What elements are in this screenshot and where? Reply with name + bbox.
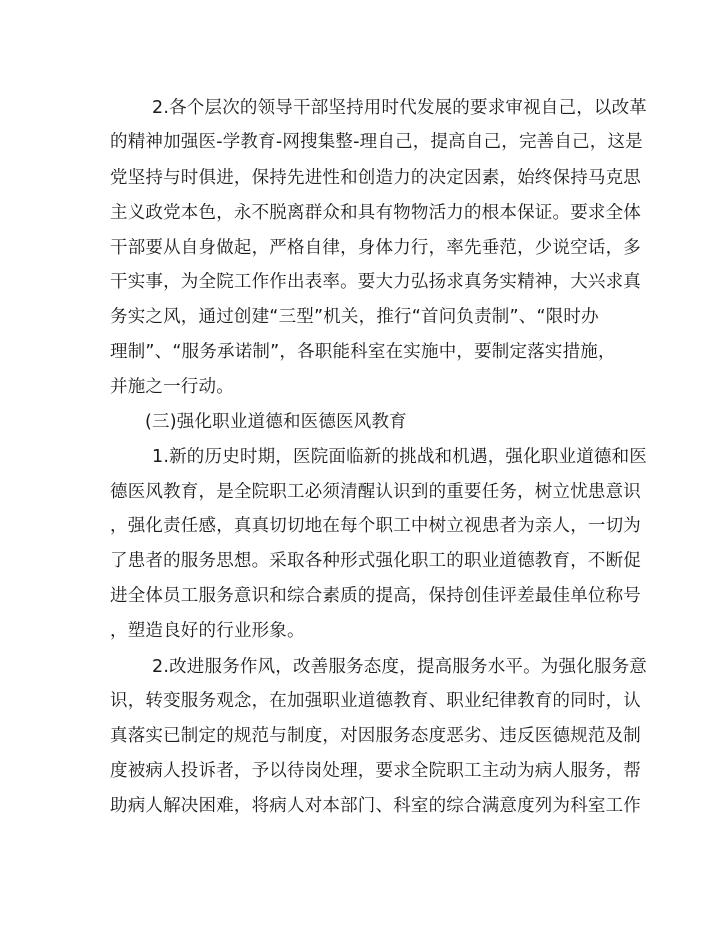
paragraph-line: 真落实已制定的规范与制度，对因服务态度恶劣、违反医德规范及制: [110, 726, 641, 746]
paragraph-line: 的精神加强医-学教育-网搜集整-理自己，提高自己，完善自己，这是: [110, 132, 643, 152]
paragraph-line: 识，转变服务观念，在加强职业道德教育、职业纪律教育的同时，认: [110, 691, 641, 711]
paragraph-line: 主义政党本色，永不脱离群众和具有物物活力的根本保证。要求全体: [110, 203, 641, 223]
paragraph-line: ，塑造良好的行业形象。: [110, 621, 305, 641]
paragraph-line: 了患者的服务思想。采取各种形式强化职工的职业道德教育，不断促: [110, 551, 641, 571]
paragraph-line: 党坚持与时俱进，保持先进性和创造力的决定因素，始终保持马克思: [110, 168, 641, 188]
paragraph-line: 进全体员工服务意识和综合素质的提高，保持创佳评差最佳单位称号: [110, 586, 641, 606]
paragraph-line: ，强化责任感，真真切切地在每个职工中树立视患者为亲人，一切为: [110, 516, 641, 536]
paragraph-line: 理制”、“服务承诺制”，各职能科室在实施中，要制定落实措施，: [110, 342, 616, 362]
paragraph-line: 并施之一行动。: [110, 377, 234, 397]
paragraph-line: 2.各个层次的领导干部坚持用时代发展的要求审视自己，以改革: [152, 98, 647, 118]
paragraph-line: 干部要从自身做起，严格自律，身体力行，率先垂范，少说空话，多: [110, 238, 641, 258]
paragraph-line: 助病人解决困难，将病人对本部门、科室的综合满意度列为科室工作: [110, 796, 641, 816]
paragraph-line: 1.新的历史时期，医院面临新的挑战和机遇，强化职业道德和医: [152, 447, 647, 467]
paragraph-line: 干实事，为全院工作作出表率。要大力弘扬求真务实精神，大兴求真: [110, 272, 641, 292]
paragraph-line: 务实之风，通过创建“三型”机关，推行“首问负责制”、“限时办: [110, 307, 599, 327]
section-heading: (三)强化职业道德和医德医风教育: [145, 412, 407, 432]
paragraph-line: 德医风教育，是全院职工必须清醒认识到的重要任务，树立忧患意识: [110, 482, 641, 502]
paragraph-line: 度被病人投诉者，予以待岗处理，要求全院职工主动为病人服务，帮: [110, 761, 641, 781]
paragraph-line: 2.改进服务作风，改善服务态度，提高服务水平。为强化服务意: [152, 657, 647, 677]
